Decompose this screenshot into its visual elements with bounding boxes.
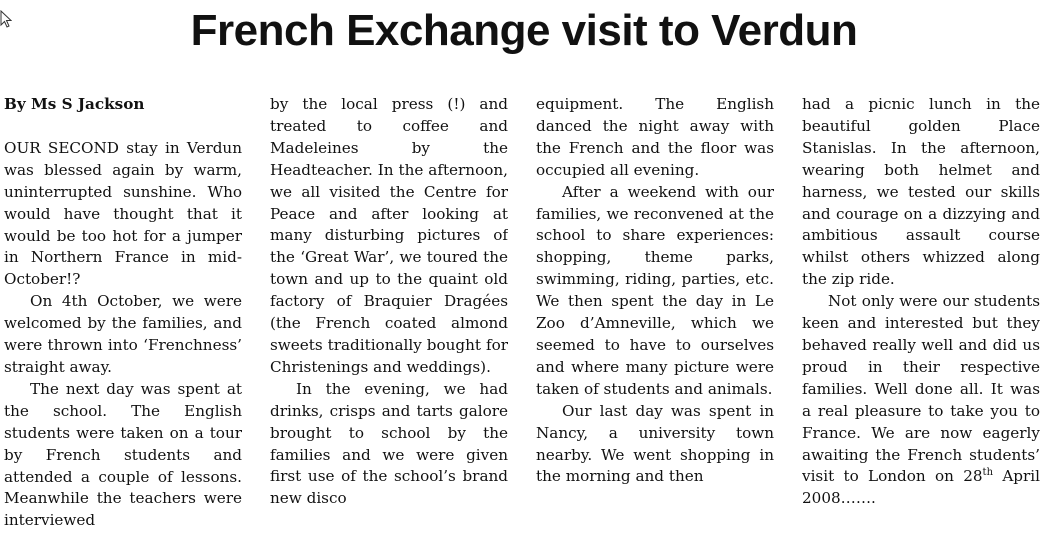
article-column-1 <box>4 94 242 538</box>
article-column-3 <box>536 94 774 538</box>
byline: By Ms S Jackson <box>4 95 145 113</box>
paragraph-text: Not only were our students keen and interested but they behaved really well and did us proud in their respective families. Well done all. It was a real pleasure to take you to France. We are now eagerly awaiting the French students’ visit to London on 28 <box>802 292 1040 486</box>
ordinal-suffix: th <box>982 467 994 479</box>
paragraph <box>802 291 1040 510</box>
paragraph: In the evening, we had drinks, crisps and tarts galore brought to school by the families and we were given first use of the school’s brand new disco <box>270 379 508 508</box>
paragraph-text-end: April 2008……. <box>802 467 1040 508</box>
paragraph: On 4th October, we were welcomed by the families, and were thrown into ‘Frenchness’ straight away. <box>4 292 242 376</box>
paragraph: by the local press (!) and treated to coffee and Madeleines by the Headteacher. In the afternoon, we all visited the Centre for Peace and after looking at many disturbing pictures of the ‘Great War’, we toured the town and up to the quaint old factory of Braquier Dragées (the French coated almond sweets traditionally bought for Christenings and weddings). <box>270 95 508 376</box>
paragraph: The next day was spent at the school. The English students were taken on a tour by French students and attended a couple of lessons. Meanwhile the teachers were interviewed <box>4 379 242 530</box>
paragraph: equipment. The English danced the night away with the French and the floor was occupied all evening. <box>536 95 774 179</box>
article-column-2 <box>270 94 508 538</box>
article-title: French Exchange visit to Verdun <box>190 6 858 55</box>
paragraph: OUR SECOND stay in Verdun was blessed again by warm, uninterrupted sunshine. Who would have thought that it would be too hot for a jumper in Northern France in mid-October!? <box>4 138 242 289</box>
paragraph: After a weekend with our families, we reconvened at the school to share experiences: shopping, theme parks, swimming, riding, parties, etc. We then spent the day in Le Zoo d’Amneville, which we seemed to have to ourselves and where many picture were taken of students and animals. <box>536 182 774 398</box>
paragraph: had a picnic lunch in the beautiful golden Place Stanislas. In the afternoon, wearing both helmet and harness, we tested our skills and courage on a dizzying and ambitious assault course whilst others whizzed along the zip ride. <box>802 95 1040 289</box>
paragraph: Our last day was spent in Nancy, a university town nearby. We went shopping in the morning and then <box>536 401 774 486</box>
article-column-4 <box>802 94 1040 538</box>
